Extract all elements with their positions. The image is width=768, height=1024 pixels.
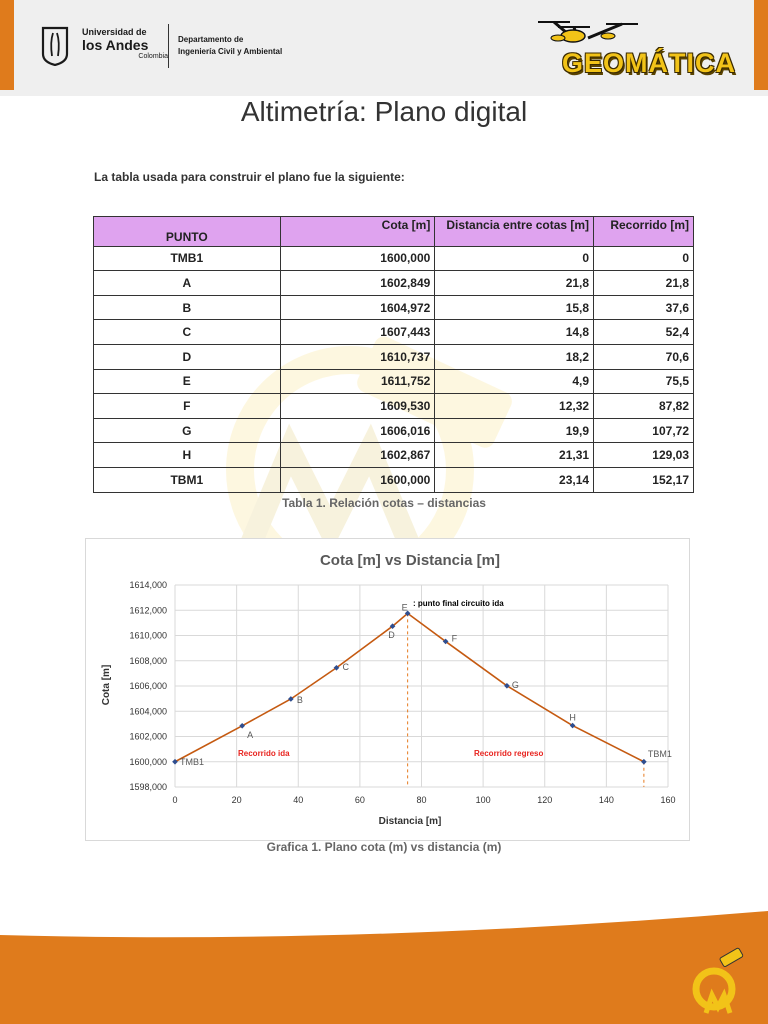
point-label: E [401,602,408,613]
x-tick-label: 20 [231,795,242,805]
x-tick-label: 0 [172,795,178,805]
y-tick-label: 1612,000 [129,605,167,616]
header-accent-left [0,0,14,90]
table-cell: 129,03 [594,443,694,468]
y-tick-label: 1608,000 [129,655,167,666]
point-label: G [511,679,519,690]
x-tick-label: 160 [660,795,676,805]
table-cell: 1609,530 [280,394,435,419]
data-point [641,759,647,765]
page-title: Altimetría: Plano digital [240,96,528,127]
table-cell: F [94,394,281,419]
chart-svg [86,539,689,840]
annotation-recorrido-regreso: Recorrido regreso [474,749,544,758]
chart-title: Cota [m] vs Distancia [m] [319,552,501,569]
page-footer [0,911,768,1024]
point-label: TMB1 [180,756,205,767]
header-accent-right [754,0,768,90]
table-cell: 107,72 [594,418,694,443]
table-cell: 0 [435,246,594,271]
table-cell: 1602,867 [280,443,435,468]
department-name [178,34,282,59]
chart-x-ticks [172,795,675,805]
annotation-recorrido-ida: Recorrido ida [238,749,290,758]
table-cell: H [94,443,281,468]
intro-text: La tabla usada para construir el plano fue la siguiente: [94,170,405,184]
university-logo-icon [40,26,70,66]
table-cell: 52,4 [594,320,694,345]
table-cell: 19,9 [435,418,594,443]
table-cell: 21,8 [594,271,694,296]
chart-y-axis-label: Cota [m] [101,664,112,706]
table-cell: 21,31 [435,443,594,468]
y-tick-label: 1610,000 [129,630,167,641]
table-cell: TMB1 [94,246,281,271]
table-row [94,246,694,271]
table-cell: 4,9 [435,369,594,394]
table-row [94,394,694,419]
header-cota: Cota [m] [280,217,435,247]
header-divider [168,24,169,68]
table-cell: B [94,295,281,320]
point-label: B [296,694,303,705]
university-line2: los Andes [82,37,149,53]
table-cell: 1610,737 [280,344,435,369]
table-cell: 1606,016 [280,418,435,443]
y-tick-label: 1614,000 [129,580,167,590]
table-row [94,467,694,492]
table-cell: 14,8 [435,320,594,345]
y-tick-label: 1604,000 [129,706,167,717]
brand-wordmark: GEOMÁTICA [562,48,736,78]
page-header [0,0,768,96]
y-tick-label: 1600,000 [129,756,167,767]
point-label: F [451,633,458,644]
point-label: A [247,729,254,740]
table-cell: 1600,000 [280,467,435,492]
table-row [94,320,694,345]
university-line1: Universidad de [82,27,147,37]
annotation-punto-final: : punto final circuito ida [413,599,504,608]
y-tick-label: 1606,000 [129,681,167,691]
table-cell: 18,2 [435,344,594,369]
university-name [82,28,168,60]
point-label: C [342,661,349,672]
table-cell: 70,6 [594,344,694,369]
table-cell: 1607,443 [280,320,435,345]
data-point [172,759,178,765]
table-body [94,246,694,492]
point-label: D [388,630,395,641]
table-cell: 87,82 [594,394,694,419]
y-tick-label: 1598,000 [129,782,167,792]
y-tick-label: 1602,000 [129,731,167,742]
table-cell: 23,14 [435,467,594,492]
x-tick-label: 140 [598,795,614,805]
table-cell: 75,5 [594,369,694,394]
table-row [94,295,694,320]
department-line2: Ingeniería Civil y Ambiental [178,47,283,57]
chart-x-axis-label: Distancia [m] [378,816,442,827]
table-cell: TBM1 [94,467,281,492]
x-tick-label: 40 [293,795,304,805]
chart-series [172,611,647,765]
department-line1: Departamento de [178,35,244,44]
table-cell: E [94,369,281,394]
table-row [94,369,694,394]
table-cell: C [94,320,281,345]
chart-container [85,538,690,841]
header-punto: PUNTO [94,217,281,247]
data-table [93,216,694,493]
table-cell: 12,32 [435,394,594,419]
table-cell: 21,8 [435,271,594,296]
header-distancia: Distancia entre cotas [m] [435,217,594,247]
table-row [94,344,694,369]
table-row [94,418,694,443]
table-header-row [94,217,694,247]
point-label: TBM1 [647,748,672,759]
table-cell: 1600,000 [280,246,435,271]
table-cell: 37,6 [594,295,694,320]
chart-caption: Grafica 1. Plano cota (m) vs distancia (m) [266,840,502,854]
x-tick-label: 60 [354,795,365,805]
table-row [94,271,694,296]
table-cell: 0 [594,246,694,271]
table-cell: 152,17 [594,467,694,492]
table-row [94,443,694,468]
table-cell: A [94,271,281,296]
table-cell: D [94,344,281,369]
point-label: H [569,712,576,723]
university-line3: Colombia [138,53,168,60]
table-cell: G [94,418,281,443]
x-tick-label: 120 [537,795,553,805]
chart-y-ticks [129,580,167,792]
x-tick-label: 100 [475,795,491,805]
table-cell: 15,8 [435,295,594,320]
table-cell: 1602,849 [280,271,435,296]
header-recorrido: Recorrido [m] [594,217,694,247]
x-tick-label: 80 [416,795,427,805]
table-caption: Tabla 1. Relación cotas – distancias [282,496,486,510]
table-cell: 1604,972 [280,295,435,320]
table-cell: 1611,752 [280,369,435,394]
